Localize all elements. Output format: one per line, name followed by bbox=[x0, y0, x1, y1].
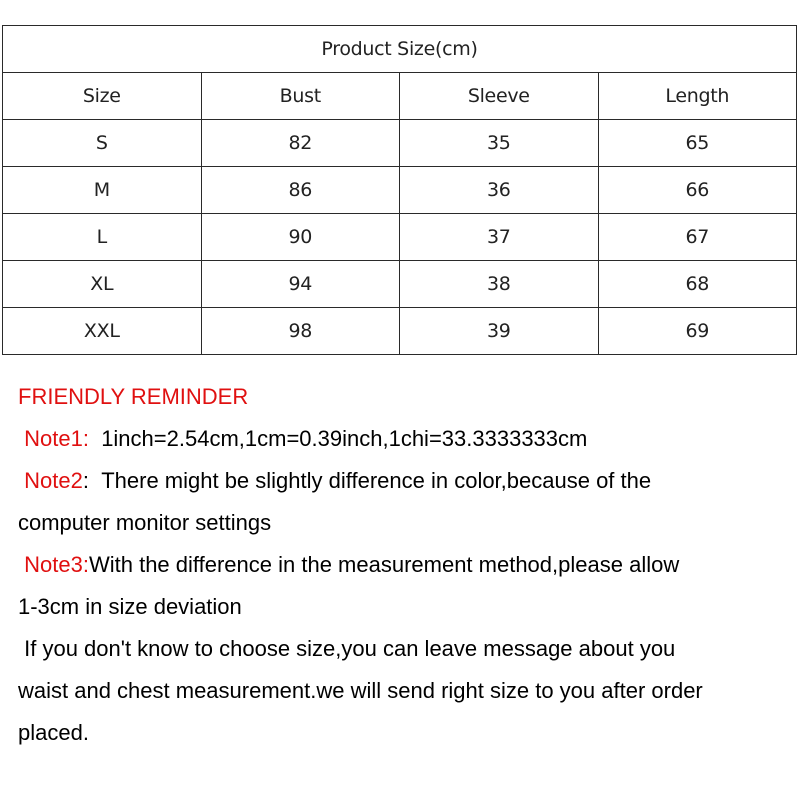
table-cell: S bbox=[3, 120, 202, 167]
note-3-label: Note3 bbox=[24, 552, 83, 577]
reminder-heading: FRIENDLY REMINDER bbox=[18, 384, 249, 409]
note-3 bbox=[18, 544, 788, 586]
table-cell: 35 bbox=[400, 120, 599, 167]
note-2 bbox=[18, 460, 788, 502]
table-cell: 65 bbox=[598, 120, 797, 167]
note-1-text: 1inch=2.54cm,1cm=0.39inch,1chi=33.3333333cm bbox=[101, 426, 588, 451]
table-row bbox=[3, 308, 797, 355]
note-1-label: Note1: bbox=[24, 426, 89, 451]
extra-note-text: If you don't know to choose size,you can leave message about you bbox=[24, 636, 676, 661]
table-cell: M bbox=[3, 167, 202, 214]
table-row bbox=[3, 120, 797, 167]
table-cell: L bbox=[3, 214, 202, 261]
note-2-continuation: computer monitor settings bbox=[18, 510, 272, 535]
table-title: Product Size(cm) bbox=[3, 26, 797, 73]
table-cell: 98 bbox=[201, 308, 400, 355]
table-header-row bbox=[3, 73, 797, 120]
column-header: Bust bbox=[201, 73, 400, 120]
table-cell: 38 bbox=[400, 261, 599, 308]
note-1 bbox=[18, 418, 788, 460]
column-header: Size bbox=[3, 73, 202, 120]
size-table bbox=[2, 25, 797, 355]
table-cell: 39 bbox=[400, 308, 599, 355]
note-2-text: There might be slightly difference in color,because of the bbox=[101, 468, 652, 493]
friendly-reminder bbox=[18, 376, 788, 754]
note-3-text: With the difference in the measurement method,please allow bbox=[88, 552, 680, 577]
note-2-label: Note2 bbox=[24, 468, 83, 493]
table-title-row bbox=[3, 26, 797, 73]
table-cell: 68 bbox=[598, 261, 797, 308]
table-row bbox=[3, 167, 797, 214]
table-cell: 82 bbox=[201, 120, 400, 167]
extra-note-line bbox=[18, 628, 788, 670]
size-chart bbox=[2, 25, 797, 355]
table-cell: 69 bbox=[598, 308, 797, 355]
table-cell: 94 bbox=[201, 261, 400, 308]
table-row bbox=[3, 261, 797, 308]
table-cell: XL bbox=[3, 261, 202, 308]
extra-note-line: waist and chest measurement.we will send right size to you after order bbox=[18, 678, 703, 703]
table-cell: XXL bbox=[3, 308, 202, 355]
table-cell: 86 bbox=[201, 167, 400, 214]
column-header: Length bbox=[598, 73, 797, 120]
table-cell: 37 bbox=[400, 214, 599, 261]
column-header: Sleeve bbox=[400, 73, 599, 120]
extra-note-line: placed. bbox=[18, 720, 89, 745]
note-2-colon: : bbox=[82, 468, 89, 493]
table-cell: 36 bbox=[400, 167, 599, 214]
table-cell: 67 bbox=[598, 214, 797, 261]
table-cell: 66 bbox=[598, 167, 797, 214]
note-3-continuation: 1-3cm in size deviation bbox=[18, 594, 242, 619]
table-row bbox=[3, 214, 797, 261]
table-cell: 90 bbox=[201, 214, 400, 261]
note-3-colon: : bbox=[82, 552, 89, 577]
